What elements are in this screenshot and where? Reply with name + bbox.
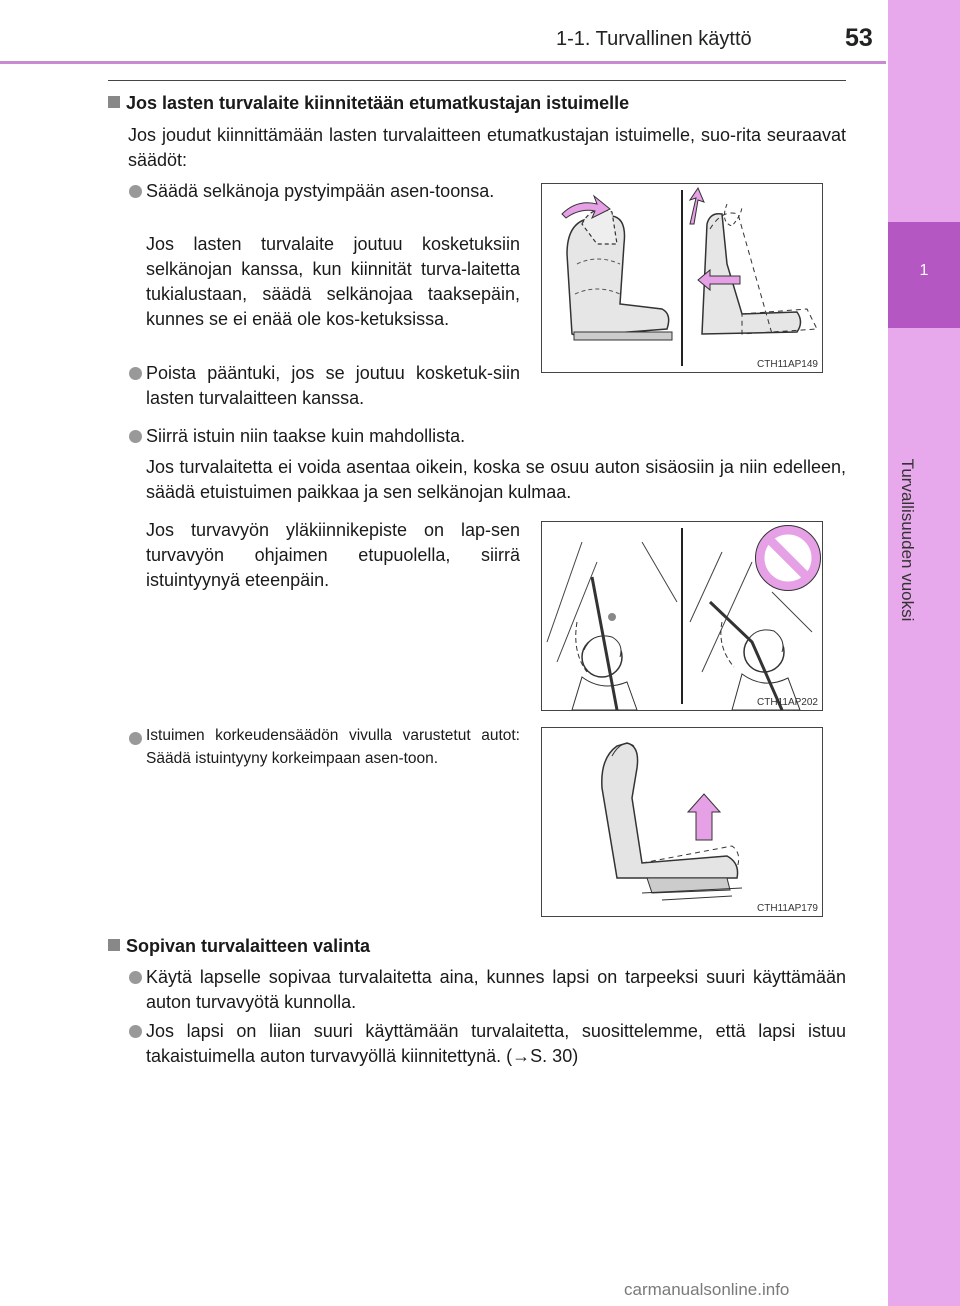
bullet-item: Säädä selkänoja pystyimpään asen-toonsa. (146, 181, 495, 201)
bullet-item: Jos lapsi on liian suuri käyttämään turvalaitetta, suosittelemme, että lapsi istuu takaistuimella auton turvavyöllä kiinnitettynä. (→S. 30) (146, 1021, 846, 1066)
section-intro: Jos joudut kiinnittämään lasten turvalaitteen etumatkustajan istuimelle, suo-rita seuraavat säädöt: (128, 125, 846, 170)
page-number: 53 (845, 24, 873, 52)
square-bullet-icon (108, 939, 120, 951)
bullet-item: Istuimen korkeudensäädön vivulla varustetut autot: Säädä istuintyyny korkeimpaan asen-toon. (146, 727, 520, 767)
section-heading: Jos lasten turvalaite kiinnitetään etumatkustajan istuimelle (108, 93, 629, 114)
belt-note: Jos turvavyön yläkiinnikepiste on lap-sen turvavyön ohjaimen etupuolella, siirrä istuintyynyä eteenpäin. (146, 520, 520, 590)
chapter-label: Turvallisuuden vuoksi (898, 458, 917, 622)
bullet-item: Siirrä istuin niin taakse kuin mahdollista. (146, 426, 466, 446)
bullet-dot-icon (129, 732, 142, 745)
section-rule (108, 80, 846, 81)
bullet-dot-icon (129, 367, 142, 380)
running-header: 1-1. Turvallinen käyttö (556, 28, 752, 50)
figure-seat-backrest (541, 183, 823, 373)
bullet-note: Jos turvalaitetta ei voida asentaa oikein, koska se osuu auton sisäosiin ja niin edelleen, säädä etuistuimen paikkaa ja sen selkänojan kulmaa. (146, 457, 846, 502)
bullet-dot-icon (129, 185, 142, 198)
figure-seat-height (541, 727, 823, 917)
section-heading: Sopivan turvalaitteen valinta (108, 936, 370, 957)
bullet-dot-icon (129, 430, 142, 443)
header-rule (0, 61, 886, 64)
watermark: carmanualsonline.info (624, 1280, 790, 1299)
bullet-item: Poista pääntuki, jos se joutuu kosketuk-siin lasten turvalaitteen kanssa. (146, 363, 520, 408)
bullet-dot-icon (129, 971, 142, 984)
seat-height-illustration (542, 728, 822, 916)
chapter-number: 1 (919, 262, 929, 279)
bullet-dot-icon (129, 1025, 142, 1038)
figure-code: CTH11AP179 (757, 903, 818, 914)
bullet-note: Jos lasten turvalaite joutuu kosketuksiin selkänojan kanssa, kun kiinnität turva-laitetta tukialustaan, säädä selkänojaa taaksepäin, kunnes se ei enää ole kos-ketuksissa. (146, 234, 520, 329)
square-bullet-icon (108, 96, 120, 108)
figure-belt-position (541, 521, 823, 711)
belt-illustration (542, 522, 822, 710)
figure-code: CTH11AP149 (757, 359, 818, 370)
seat-illustration (542, 184, 822, 372)
bullet-item: Käytä lapselle sopivaa turvalaitetta aina, kunnes lapsi on tarpeeksi suuri käyttämään auton turvavyötä kunnolla. (146, 967, 846, 1012)
figure-code: CTH11AP202 (757, 697, 818, 708)
